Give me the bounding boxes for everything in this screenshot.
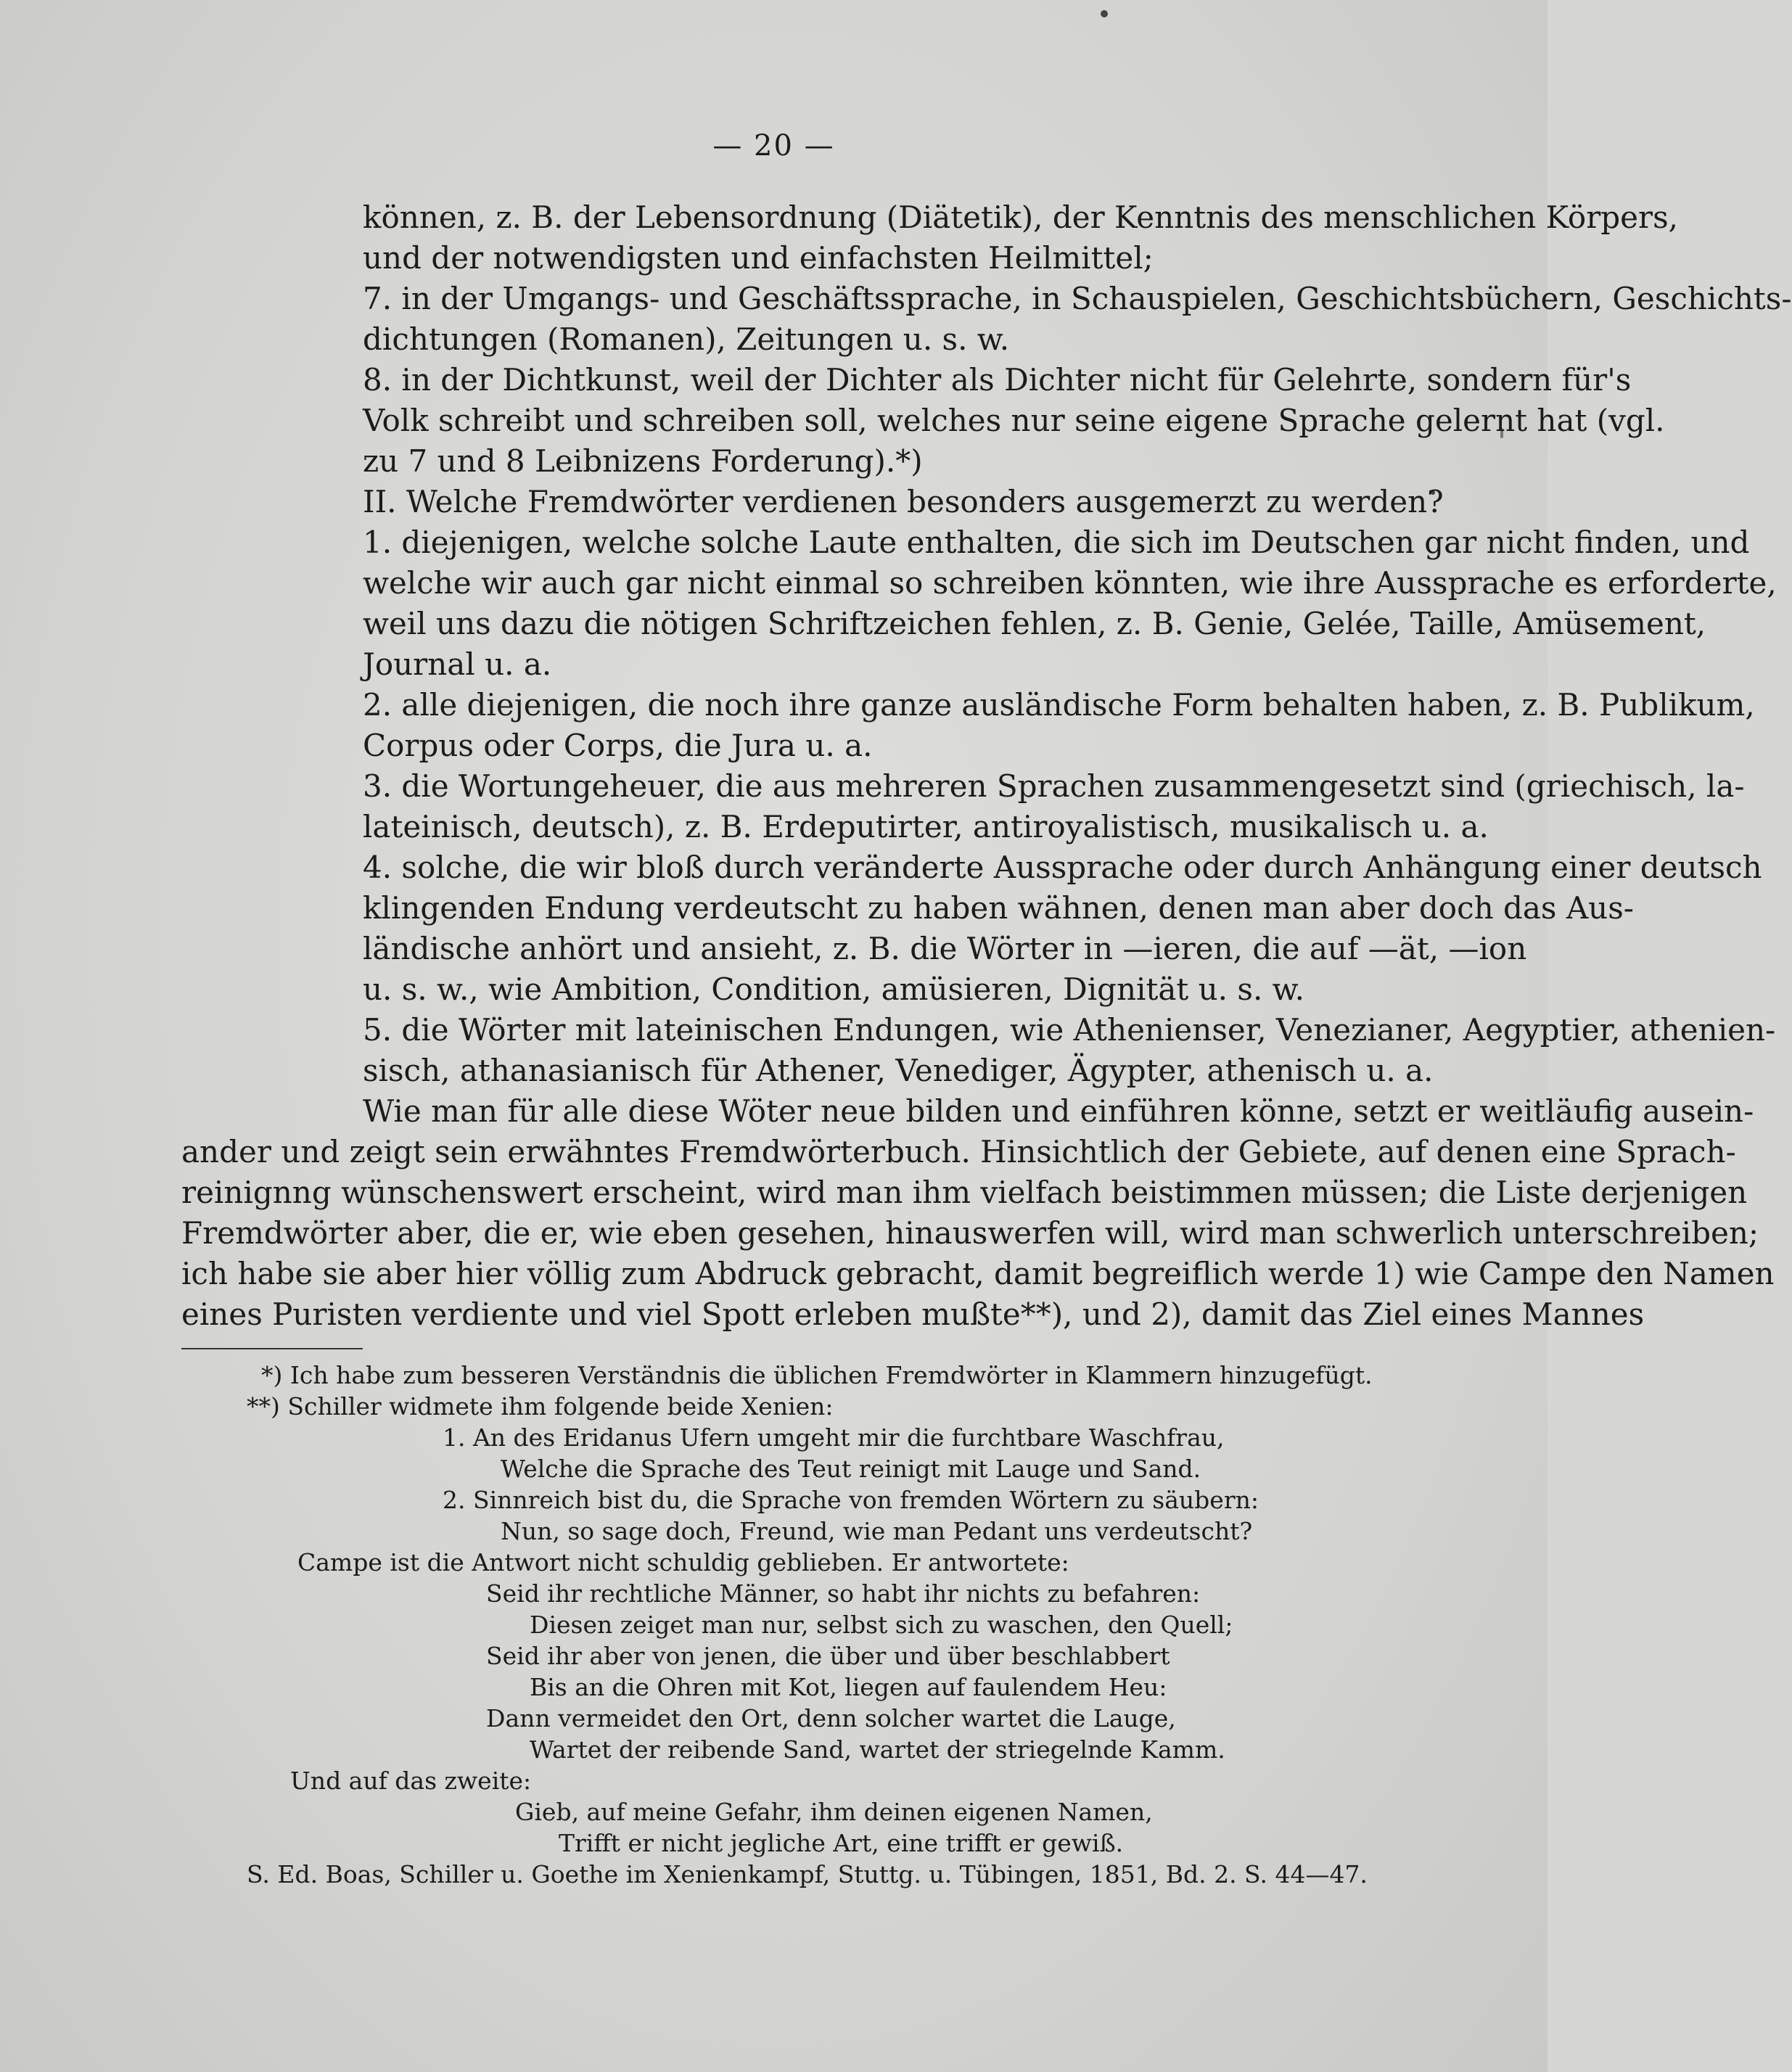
- text-line: eines Puristen verdiente und viel Spott erleben mußte**), und 2), damit das Ziel eines Mannes: [181, 1296, 1645, 1332]
- text-line: II. Welche Fremdwörter verdienen besonders ausgemerzt zu werden?: [363, 484, 1444, 519]
- text-line: Volk schreibt und schreiben soll, welches nur seine eigene Sprache gelernt hat (vgl.: [363, 403, 1665, 438]
- footnote-line: Seid ihr aber von jenen, die über und über beschlabbert: [486, 1642, 1170, 1670]
- text-line: sisch, athanasianisch für Athener, Venediger, Ägypter, athenisch u. a.: [363, 1053, 1434, 1088]
- footnote-line: Bis an die Ohren mit Kot, liegen auf faulendem Heu:: [530, 1673, 1167, 1701]
- text-line: 4. solche, die wir bloß durch veränderte Aussprache oder durch Anhängung einer deutsch: [363, 850, 1762, 885]
- text-line: 8. in der Dichtkunst, weil der Dichter als Dichter nicht für Gelehrte, sondern für's: [363, 362, 1632, 398]
- text-line: u. s. w., wie Ambition, Condition, amüsieren, Dignität u. s. w.: [363, 971, 1304, 1007]
- text-line: können, z. B. der Lebensordnung (Diätetik), der Kenntnis des menschlichen Körpers,: [363, 200, 1679, 235]
- body-text: [181, 197, 1792, 1890]
- footnote-line: *) Ich habe zum besseren Verständnis die üblichen Fremdwörter in Klammern hinzugefügt.: [261, 1361, 1373, 1389]
- text-line: ander und zeigt sein erwähntes Fremdwörterbuch. Hinsichtlich der Gebiete, auf denen eine Sprach-: [181, 1134, 1736, 1169]
- footnote-line: 2. Sinnreich bist du, die Sprache von fremden Wörtern zu säubern:: [443, 1486, 1259, 1514]
- speck: [1101, 10, 1108, 17]
- text-line: zu 7 und 8 Leibnizens Forderung).*): [363, 443, 923, 479]
- text-line: Wie man für alle diese Wöter neue bilden und einführen könne, setzt er weitläufig ausein-: [363, 1093, 1754, 1129]
- text-line: 1. diejenigen, welche solche Laute enthalten, die sich im Deutschen gar nicht finden, und: [363, 525, 1750, 560]
- text-line: ländische anhört und ansieht, z. B. die Wörter in —ieren, die auf —ät, —ion: [363, 931, 1527, 966]
- text-line: dichtungen (Romanen), Zeitungen u. s. w.: [363, 321, 1010, 357]
- text-line: ich habe sie aber hier völlig zum Abdruck gebracht, damit begreiflich werde 1) wie Campe den Namen: [181, 1256, 1775, 1291]
- footnote-line: Trifft er nicht jegliche Art, eine trifft er gewiß.: [559, 1829, 1124, 1857]
- text-line: reinignng wünschenswert erscheint, wird man ihm vielfach beistimmen müssen; die Liste derjenigen: [181, 1175, 1748, 1210]
- footnote-line: S. Ed. Boas, Schiller u. Goethe im Xenienkampf, Stuttg. u. Tübingen, 1851, Bd. 2. S. 44—47.: [247, 1860, 1368, 1888]
- text-line: 5. die Wörter mit lateinischen Endungen, wie Athenienser, Venezianer, Aegyptier, athenien-: [363, 1012, 1776, 1048]
- footnote-line: Und auf das zweite:: [290, 1767, 532, 1795]
- text-line: und der notwendigsten und einfachsten Heilmittel;: [363, 240, 1154, 276]
- footnote-line: 1. An des Eridanus Ufern umgeht mir die furchtbare Waschfrau,: [443, 1423, 1225, 1452]
- text-line: lateinisch, deutsch), z. B. Erdeputirter, antiroyalistisch, musikalisch u. a.: [363, 809, 1489, 844]
- footnote-line: Nun, so sage doch, Freund, wie man Pedant uns verdeutscht?: [501, 1517, 1253, 1545]
- text-line: 2. alle diejenigen, die noch ihre ganze ausländische Form behalten haben, z. B. Publikum,: [363, 687, 1755, 723]
- text-line: weil uns dazu die nötigen Schriftzeichen fehlen, z. B. Genie, Gelée, Taille, Amüsement,: [363, 606, 1706, 641]
- footnote-line: **) Schiller widmete ihm folgende beide Xenien:: [247, 1392, 834, 1421]
- footnote-line: Diesen zeiget man nur, selbst sich zu waschen, den Quell;: [530, 1611, 1233, 1639]
- text-line: 7. in der Umgangs- und Geschäftssprache, in Schauspielen, Geschichtsbüchern, Geschichts-: [363, 281, 1792, 316]
- text-line: welche wir auch gar nicht einmal so schreiben könnten, wie ihre Aussprache es erforderte,: [363, 565, 1777, 601]
- page-number: — 20 —: [712, 129, 835, 163]
- footnote-line: Wartet der reibende Sand, wartet der striegelnde Kamm.: [530, 1735, 1225, 1764]
- footnote-line: Welche die Sprache des Teut reinigt mit Lauge und Sand.: [501, 1455, 1201, 1483]
- text-line: Corpus oder Corps, die Jura u. a.: [363, 728, 873, 763]
- footnote-line: Campe ist die Antwort nicht schuldig geblieben. Er antwortete:: [297, 1548, 1069, 1576]
- footnote-line: Seid ihr rechtliche Männer, so habt ihr nichts zu befahren:: [486, 1579, 1201, 1608]
- footnote-rule: [181, 1348, 363, 1349]
- text-line: klingenden Endung verdeutscht zu haben wähnen, denen man aber doch das Aus-: [363, 890, 1634, 926]
- text-line: Journal u. a.: [363, 646, 552, 682]
- text-line: 3. die Wortungeheuer, die aus mehreren Sprachen zusammengesetzt sind (griechisch, la-: [363, 768, 1745, 804]
- footnote-line: Dann vermeidet den Ort, denn solcher wartet die Lauge,: [486, 1704, 1176, 1732]
- footnote-line: Gieb, auf meine Gefahr, ihm deinen eigenen Namen,: [515, 1798, 1153, 1826]
- text-line: Fremdwörter aber, die er, wie eben gesehen, hinauswerfen will, wird man schwerlich unterschreiben;: [181, 1215, 1759, 1251]
